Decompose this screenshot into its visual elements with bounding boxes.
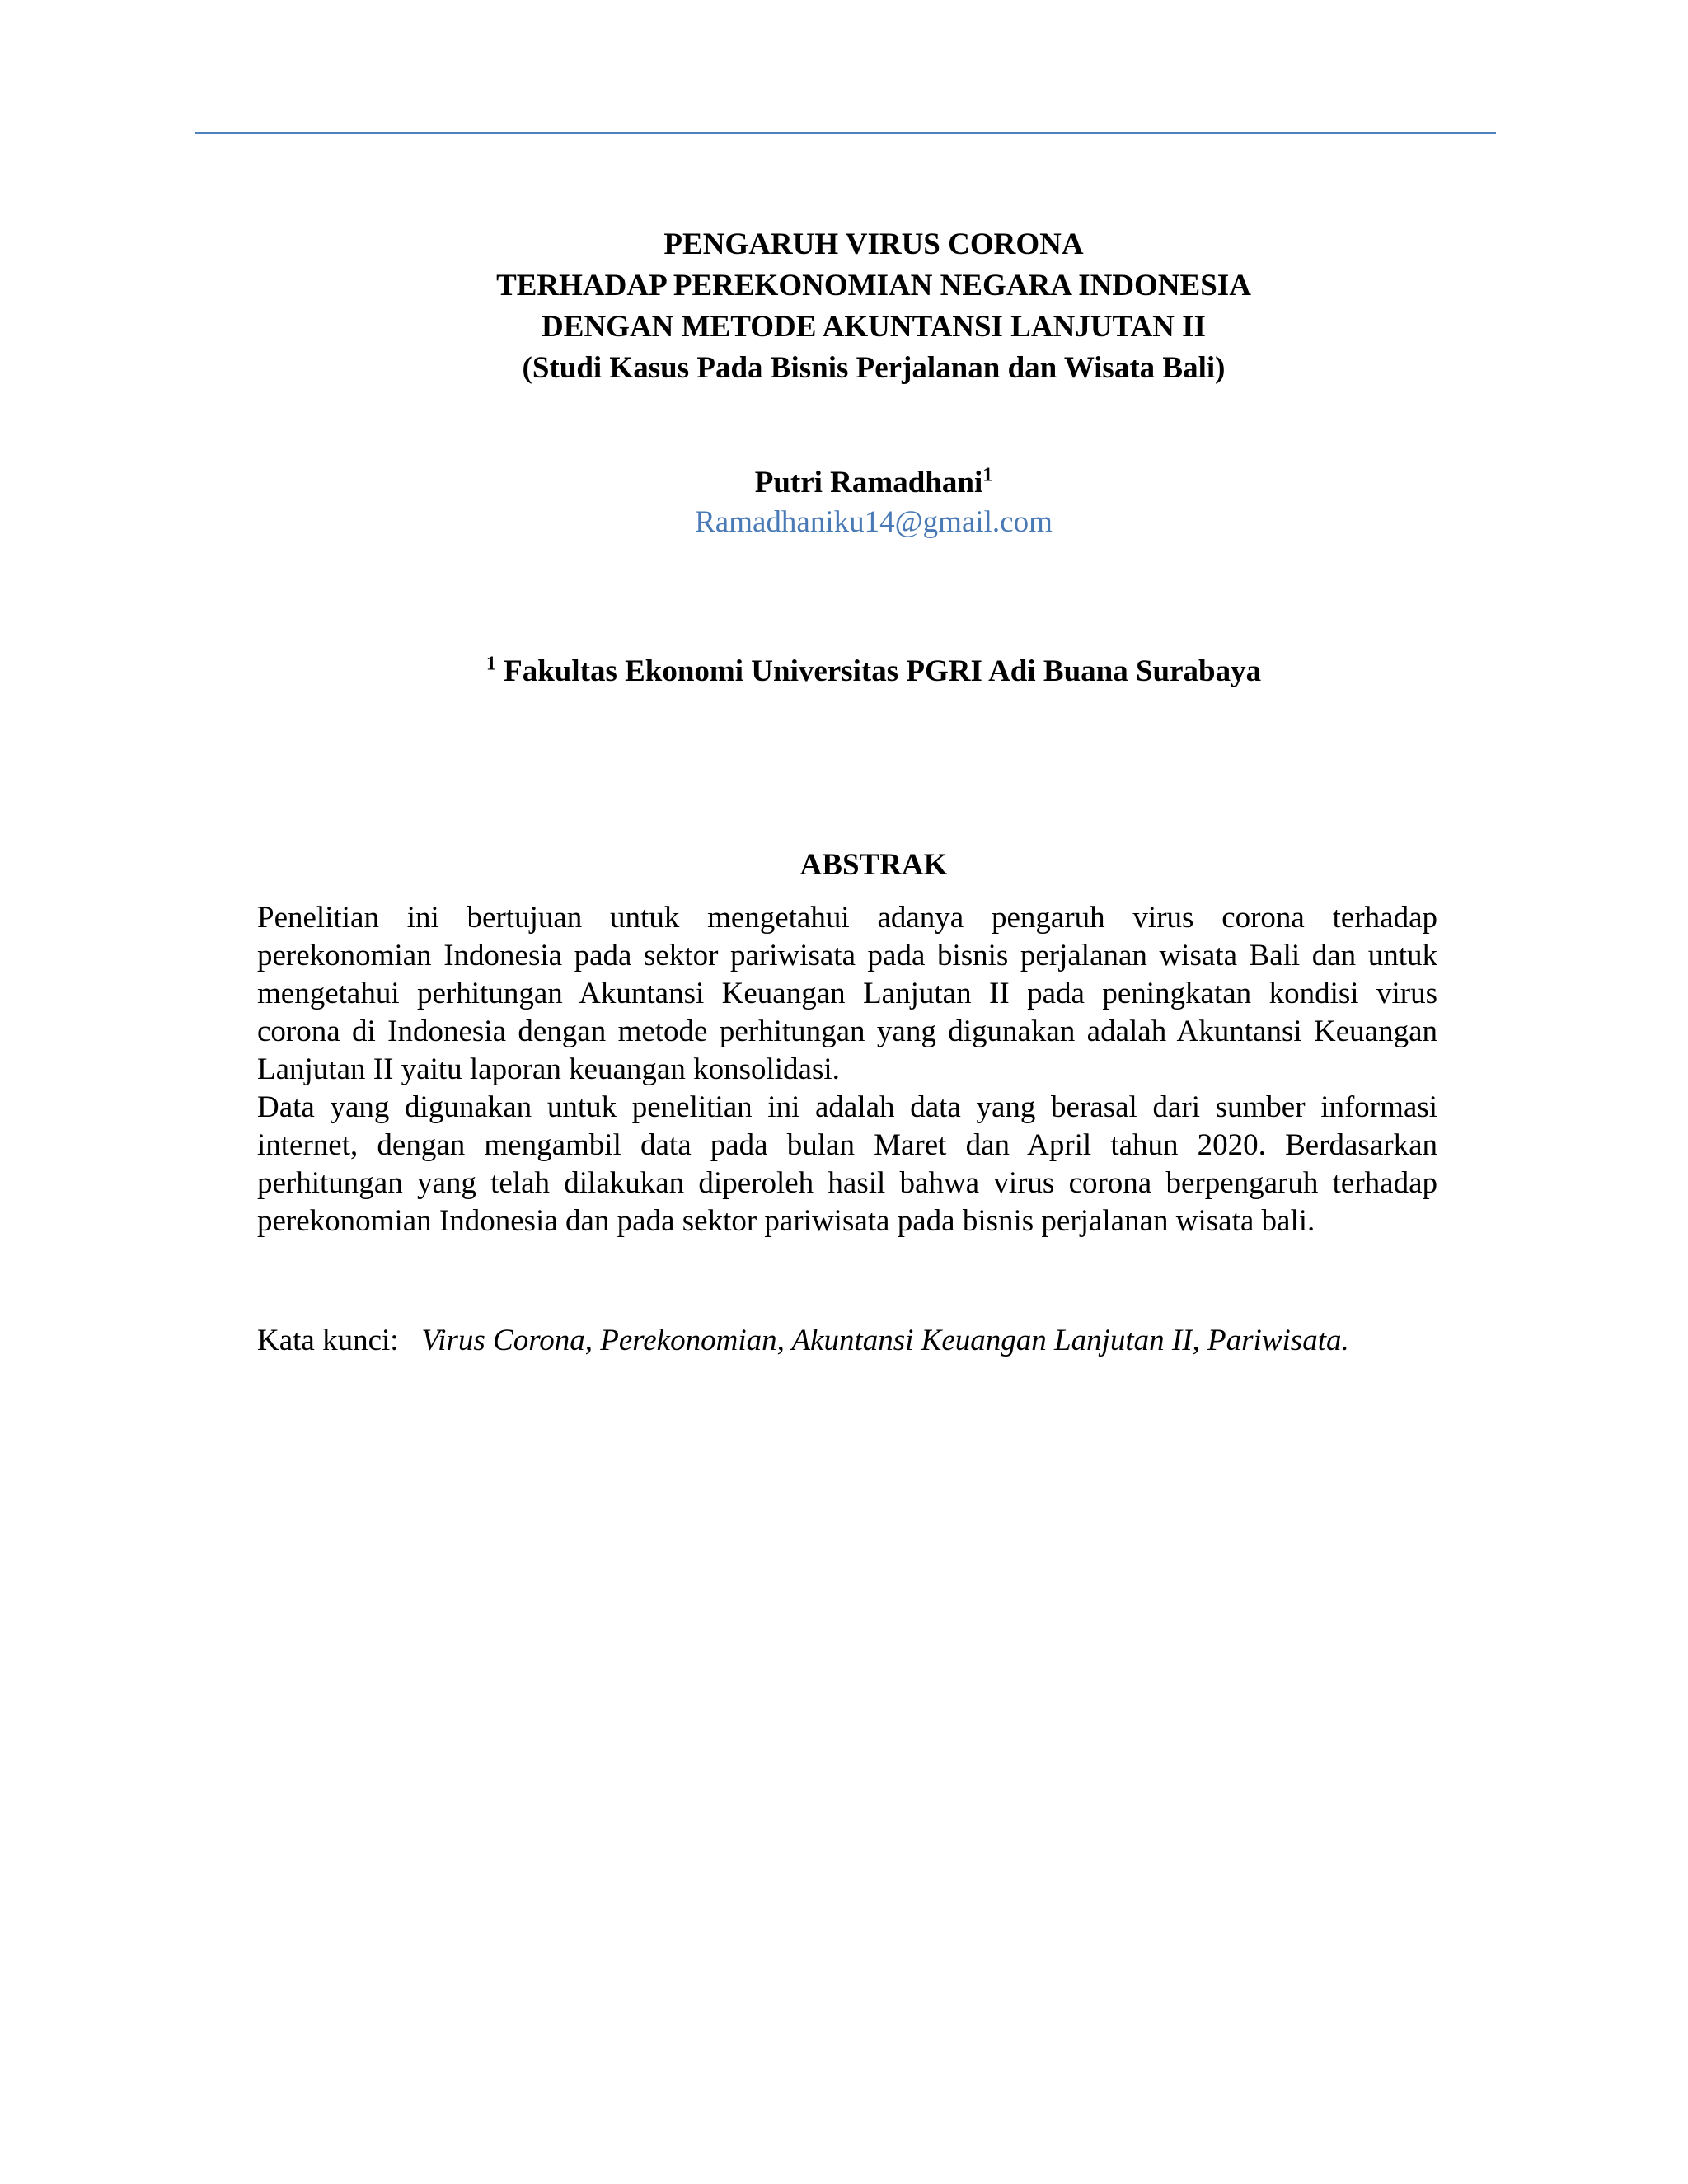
title-line-3: DENGAN METODE AKUNTANSI LANJUTAN II [542, 310, 1206, 344]
header-rule [195, 132, 1496, 134]
title-line-2: TERHADAP PEREKONOMIAN NEGARA INDONESIA [496, 269, 1251, 302]
title-line-1: PENGARUH VIRUS CORONA [663, 227, 1084, 261]
abstract-body [257, 899, 1437, 1240]
abstract-paragraph-1: Penelitian ini bertujuan untuk mengetahui adanya pengaruh virus corona terhadap perekonomian Indonesia pada sektor pariwisata pada bisnis perjalanan wisata Bali dan untuk mengetahui perhitungan Akuntansi Keuangan Lanjutan II pada peningkatan kondisi virus corona di Indonesia dengan metode perhitungan yang digunakan adalah Akuntansi Keuangan Lanjutan II yaitu laporan keuangan konsolidasi. [257, 901, 1437, 1086]
abstract-heading: ABSTRAK [799, 848, 948, 882]
keywords-label: Kata kunci: [257, 1324, 399, 1357]
affiliation-text: Fakultas Ekonomi Universitas PGRI Adi Buana Surabaya [504, 654, 1262, 688]
paper-title [256, 224, 1492, 389]
affiliation-marker: 1 [485, 653, 496, 675]
author-name-text: Putri Ramadhani [754, 466, 983, 499]
title-line-subtitle: (Studi Kasus Pada Bisnis Perjalanan dan Wisata Bali) [522, 351, 1226, 385]
abstract-paragraph-2: Data yang digunakan untuk penelitian ini adalah data yang berasal dari sumber informasi internet, dengan mengambil data pada bulan Maret dan April tahun 2020. Berdasarkan perhitungan yang telah dilakukan diperoleh hasil bahwa virus corona berpengaruh terhadap perekonomian Indonesia dan pada sektor pariwisata pada bisnis perjalanan wisata bali. [257, 1090, 1437, 1238]
author-email-link[interactable]: Ramadhaniku14@gmail.com [695, 505, 1053, 539]
keywords [257, 1322, 1493, 1360]
affiliation [256, 651, 1492, 692]
keywords-values: Virus Corona, Perekonomian, Akuntansi Keuangan Lanjutan II, Pariwisata. [421, 1324, 1349, 1357]
author-affiliation-marker: 1 [982, 464, 993, 486]
author-name [256, 463, 1492, 503]
author-block [256, 463, 1492, 542]
